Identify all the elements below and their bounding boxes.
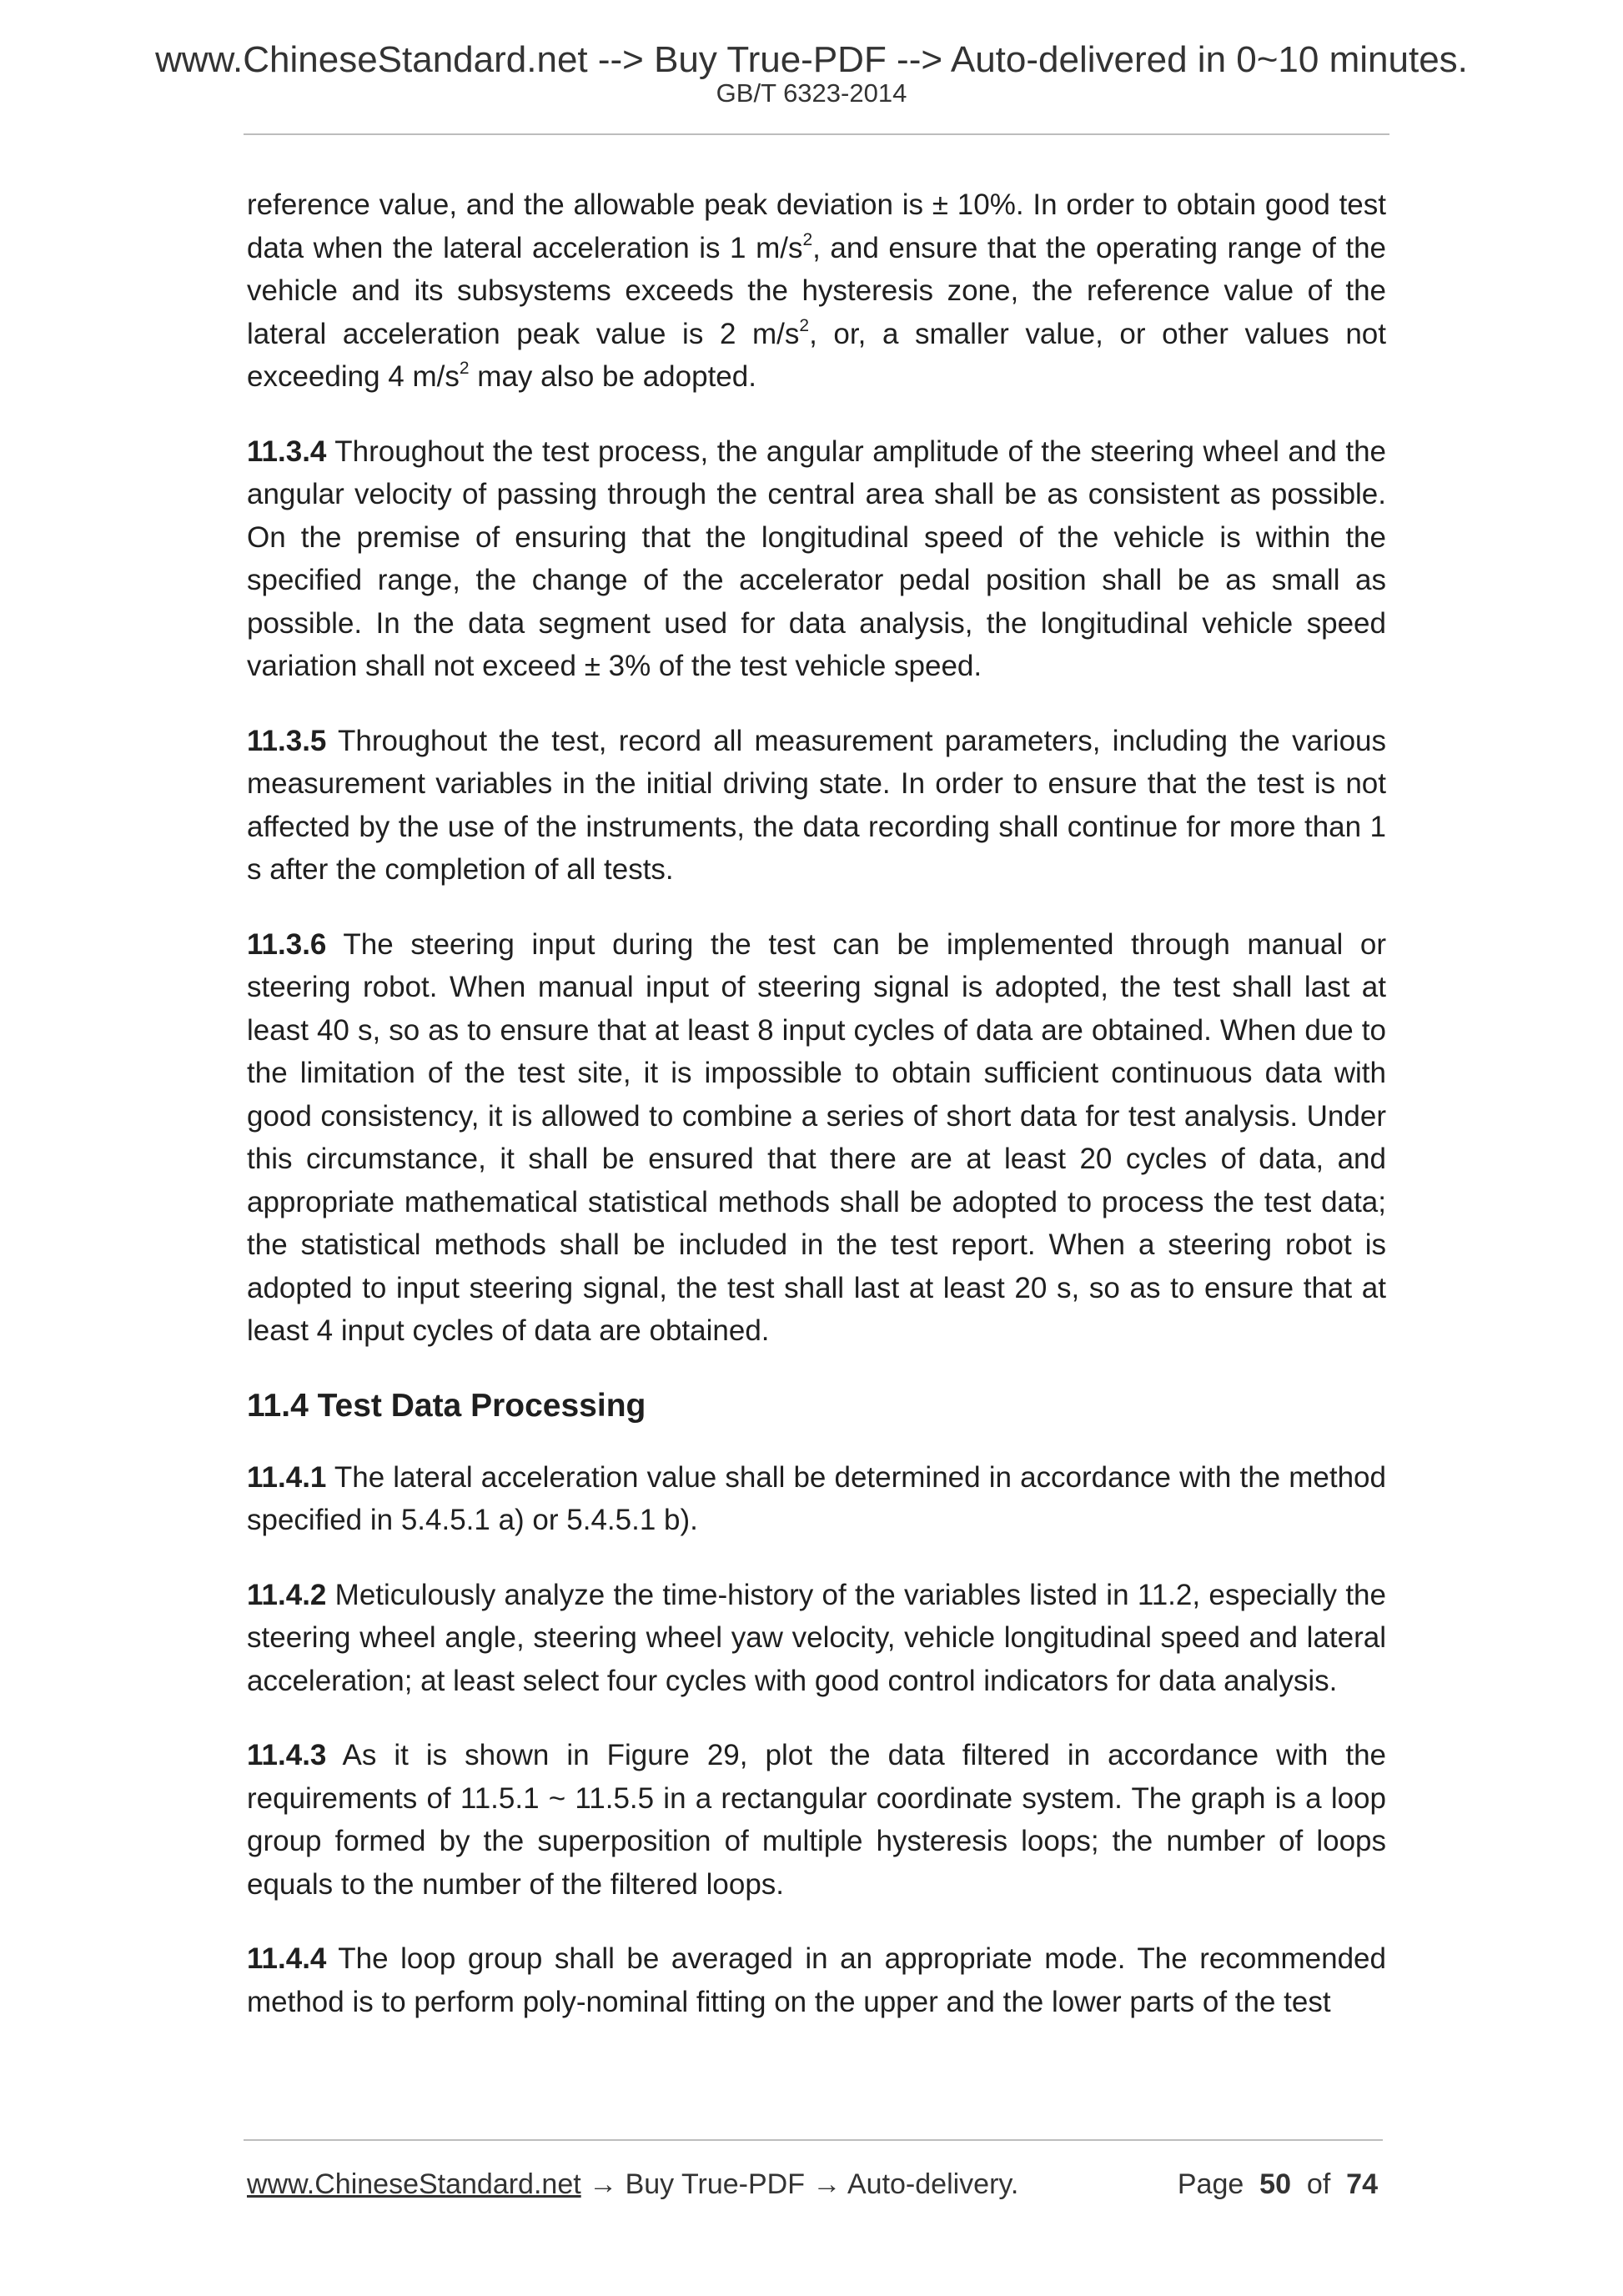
- footer-delivery-text: → Buy True-PDF → Auto-delivery.: [580, 2168, 1019, 2200]
- clause-number: 11.4.4: [247, 1942, 327, 1975]
- footer-site-link[interactable]: www.ChineseStandard.net: [247, 2168, 581, 2200]
- clause-11-3-5: [247, 720, 1386, 892]
- clause-text: Meticulously analyze the time-history of the variables listed in 11.2, especially the steering wheel angle, steering wheel yaw velocity, vehicle longitudinal speed and lateral acceleration; at least select four cycles with good control indicators for data analysis.: [247, 1578, 1386, 1697]
- paragraph-text: , and ensure that the operating range of the vehicle and its subsystems exceeds the hysteresis zone, the reference value of the lateral acceleration peak value is 2 m/s: [247, 231, 1386, 350]
- clause-11-4-2: [247, 1574, 1386, 1703]
- page-total: 74: [1346, 2168, 1378, 2200]
- superscript: 2: [459, 359, 470, 379]
- clause-text: As it is shown in Figure 29, plot the data filtered in accordance with the requirements of 11.5.1 ~ 11.5.5 in a rectangular coordinate system. The graph is a loop group formed by the superposition of multiple hysteresis loops; the number of loops equals to the number of the filtered loops.: [247, 1739, 1386, 1901]
- clause-11-3-6: [247, 923, 1386, 1353]
- standard-code: GB/T 6323-2014: [716, 78, 907, 108]
- header-divider: [244, 133, 1389, 135]
- clause-11-4-1: [247, 1456, 1386, 1542]
- clause-11-4-4: [247, 1937, 1386, 2023]
- clause-number: 11.4.2: [247, 1578, 327, 1611]
- paragraph-reference-value: [247, 183, 1386, 399]
- clause-number: 11.3.6: [247, 927, 327, 961]
- clause-number: 11.4.3: [247, 1739, 327, 1771]
- paragraph-text: , or, a smaller value, or other values not exceeding 4 m/s: [247, 317, 1386, 393]
- clause-text: The loop group shall be averaged in an appropriate mode. The recommended method is to perform poly-nominal fitting on the upper and the lower parts of the test: [247, 1942, 1386, 2018]
- clause-text: Throughout the test, record all measurement parameters, including the various measurement variables in the initial driving state. In order to ensure that the test is not affected by the use of the instruments, the data recording shall continue for more than 1 s after the completion of all tests.: [247, 724, 1386, 886]
- paragraph-text: reference value, and the allowable peak deviation is ± 10%. In order to obtain good test data when the lateral acceleration is 1 m/s: [247, 188, 1386, 264]
- clause-text: The lateral acceleration value shall be determined in accordance with the method specified in 5.4.5.1 a) or 5.4.5.1 b).: [247, 1460, 1386, 1536]
- superscript: 2: [802, 229, 813, 249]
- clause-11-3-4: [247, 430, 1386, 688]
- page-footer: [247, 2166, 1378, 2203]
- superscript: 2: [799, 315, 810, 335]
- page-word: Page: [1177, 2168, 1244, 2200]
- clause-11-4-3: [247, 1734, 1386, 1906]
- section-heading-11-4: 11.4 Test Data Processing: [247, 1387, 646, 1424]
- page-number: 50: [1259, 2168, 1291, 2200]
- top-banner[interactable]: www.ChineseStandard.net --> Buy True-PDF --> Auto-delivered in 0~10 minutes.: [155, 39, 1468, 80]
- clause-text: The steering input during the test can be implemented through manual or steering robot. When manual input of steering signal is adopted, the test shall last at least 40 s, so as to ensure that at least 8 input cycles of data are obtained. When due to the limitation of the test site, it is impossible to obtain sufficient continuous data with good consistency, it is allowed to combine a series of short data for test analysis. Under this circumstance, it shall be ensured that there are at least 20 cycles of data, and appropriate mathematical statistical methods shall be adopted to process the test data; the statistical methods shall be included in the test report. When a steering robot is adopted to input steering signal, the test shall last at least 20 s, so as to ensure that at least 4 input cycles of data are obtained.: [247, 927, 1386, 1347]
- clause-number: 11.4.1: [247, 1460, 327, 1494]
- clause-number: 11.3.4: [247, 435, 327, 468]
- clause-text: Throughout the test process, the angular amplitude of the steering wheel and the angular velocity of passing through the central area shall be as consistent as possible. On the premise of ensuring that the longitudinal speed of the vehicle is within the specified range, the change of the accelerator pedal position shall be as small as possible. In the data segment used for data analysis, the longitudinal vehicle speed variation shall not exceed ± 3% of the test vehicle speed.: [247, 435, 1386, 682]
- clause-number: 11.3.5: [247, 724, 327, 757]
- footer-divider: [244, 2139, 1383, 2141]
- of-word: of: [1306, 2168, 1331, 2200]
- page-body: [247, 183, 1386, 2055]
- page-indicator: [1178, 2166, 1378, 2203]
- paragraph-text: may also be adopted.: [469, 360, 756, 393]
